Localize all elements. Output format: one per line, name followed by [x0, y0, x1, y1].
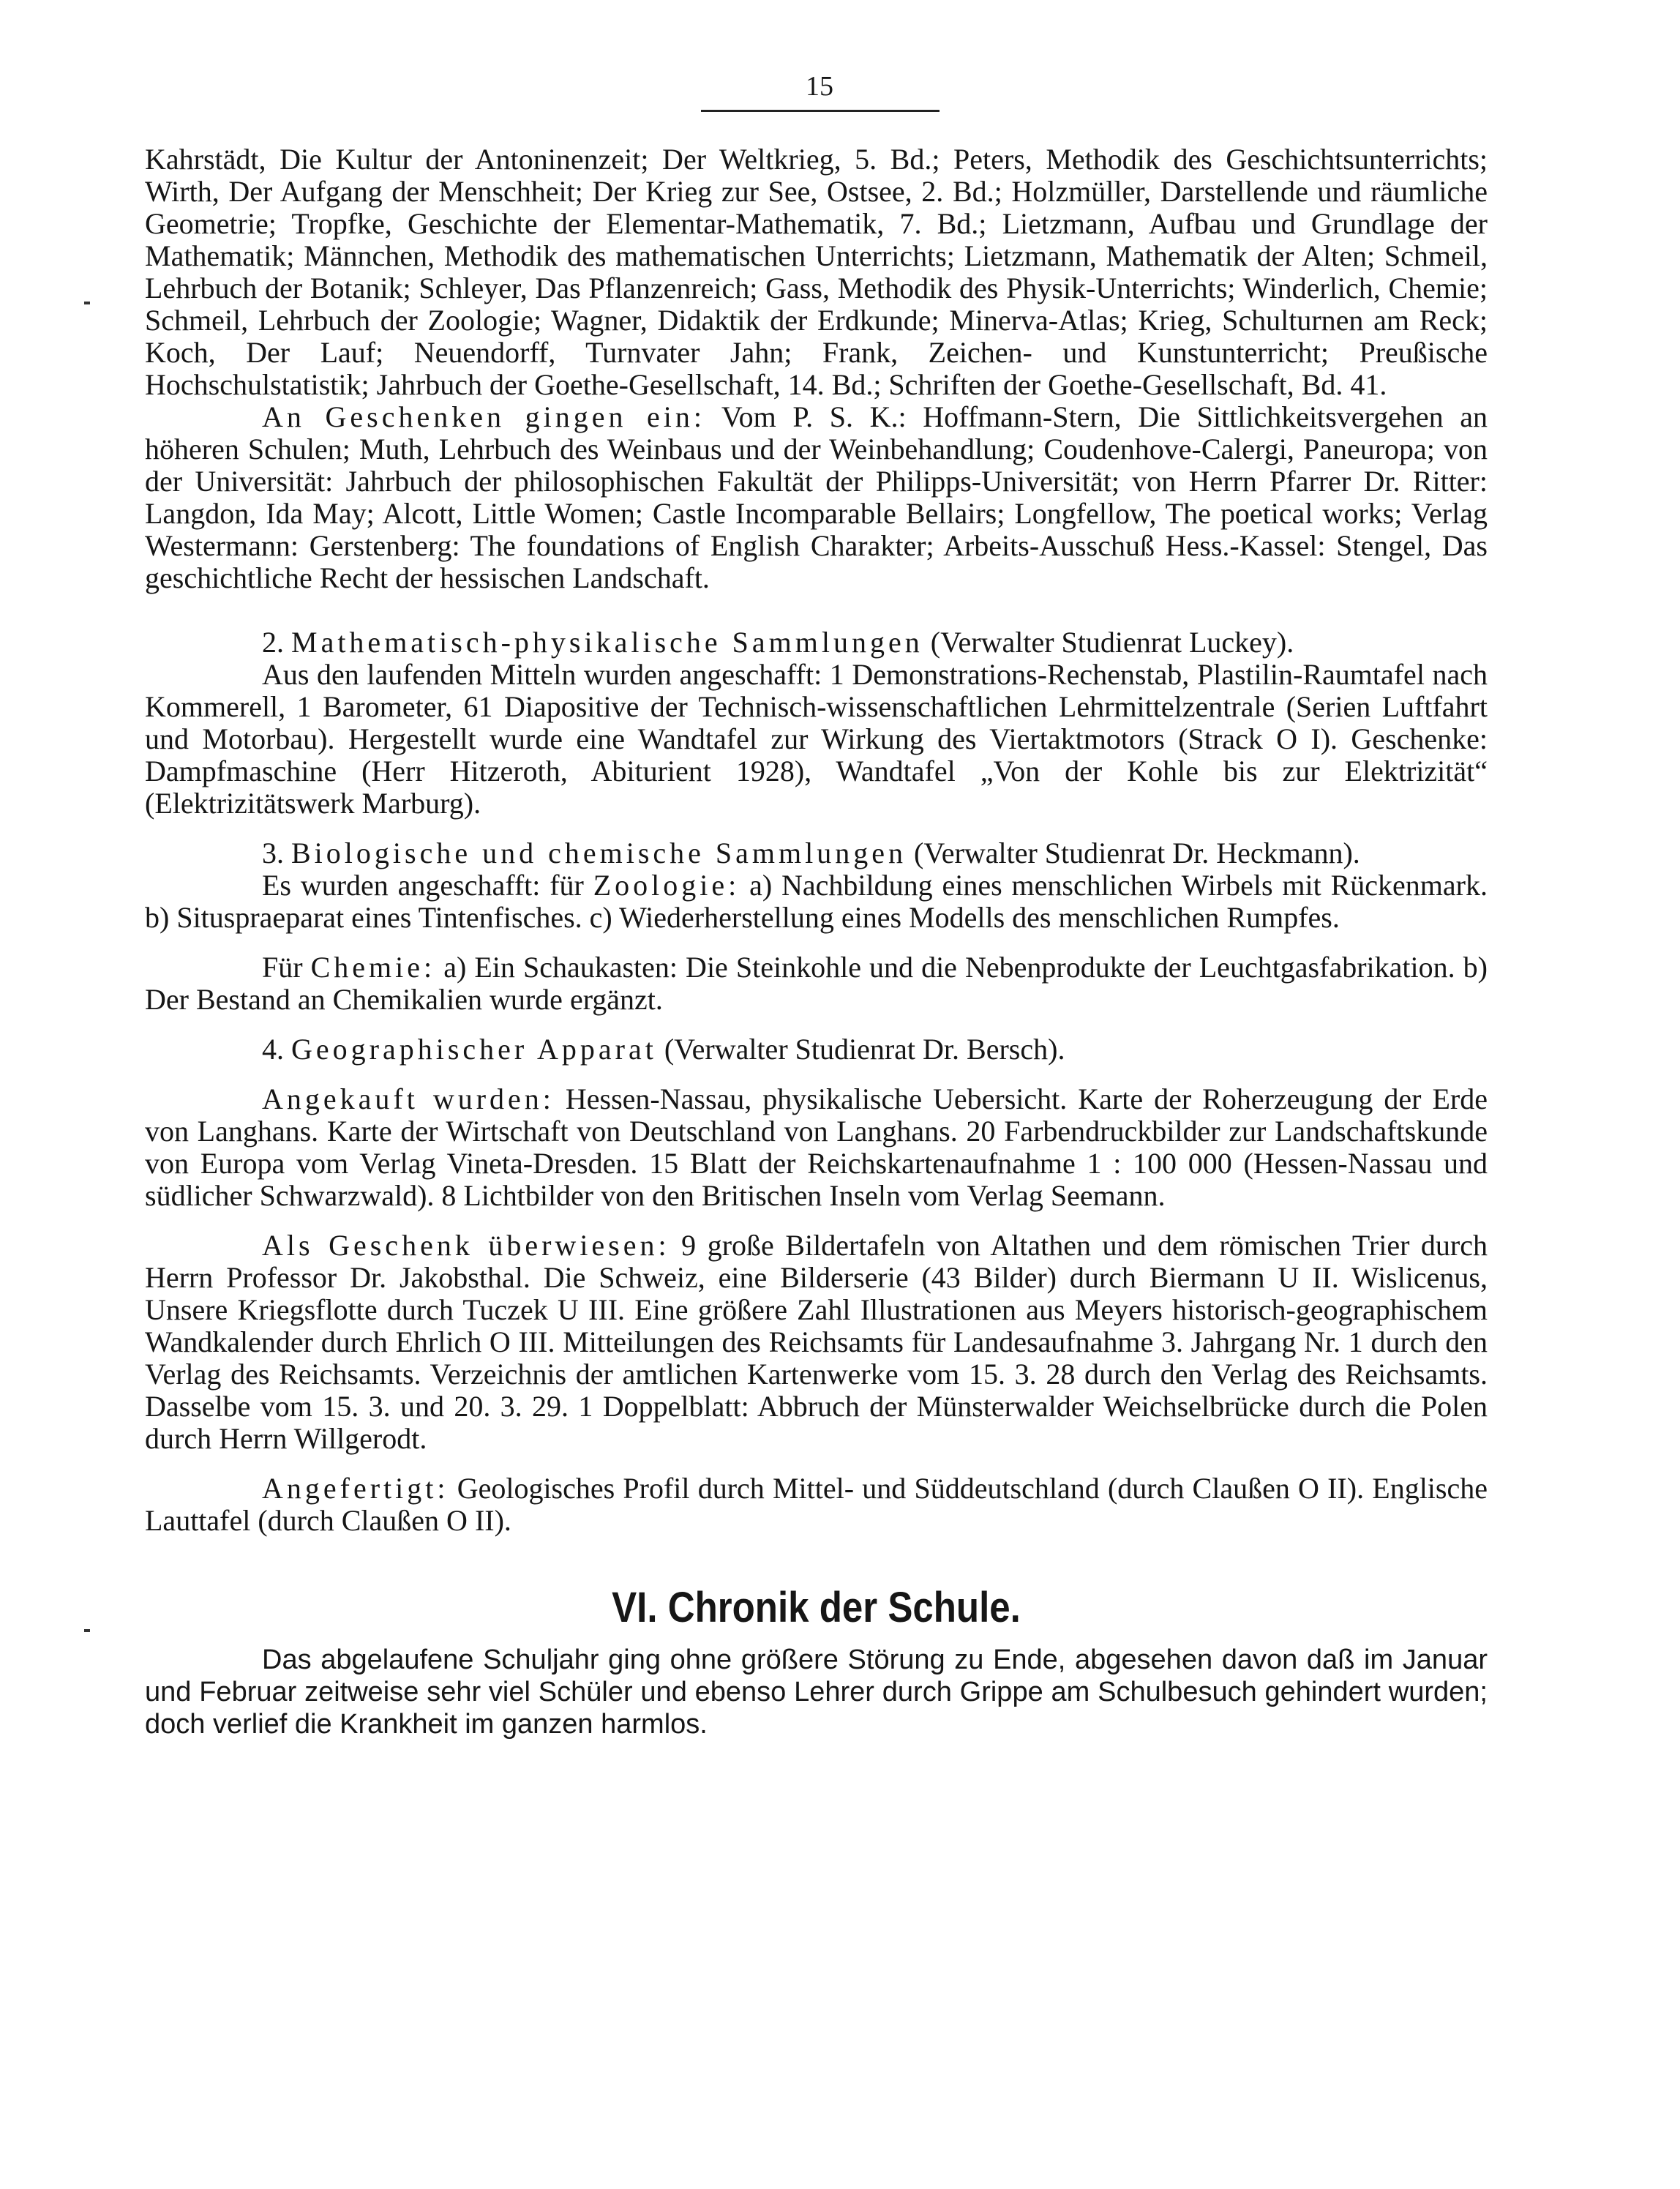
- section-2-admin: (Verwalter Studienrat Luckey).: [923, 626, 1294, 659]
- gifts-lead: An Geschenken gingen ein:: [262, 400, 706, 433]
- section-2-number: 2.: [262, 626, 284, 659]
- purchased-paragraph: [145, 1083, 1488, 1212]
- margin-mark: [84, 1629, 90, 1632]
- section-3-heading: [145, 837, 1488, 869]
- donated-text: 9 große Bildertafeln von Altathen und dem römischen Trier durch Herrn Professor Dr. Jakobsthal. Die Schweiz, eine Bilderserie (43 Bilder) durch Biermann U II. Wislicenus, Unsere Kriegsflotte durch Tuczek U III. Eine größere Zahl Illustrationen aus Meyers historisch-geographischem Wandkalender durch Ehrlich O III. Mitteilungen des Reichsamts für Landesaufnahme 3. Jahrgang Nr. 1 durch den Verlag des Reichsamts. Verzeichnis der amtlichen Kartenwerke vom 15. 3. 28 durch den Verlag des Reichsamts. Dasselbe vom 15. 3. und 20. 3. 29. 1 Doppelblatt: Abbruch der Münsterwalder Weichselbrücke durch die Polen durch Herrn Willgerodt.: [145, 1229, 1488, 1455]
- chemistry-label: Chemie:: [310, 951, 436, 984]
- chronicle-paragraph: Das abgelaufene Schuljahr ging ohne größere Störung zu Ende, abgesehen davon daß im Januar und Februar zeitweise sehr viel Schüler und ebenso Lehrer durch Grippe am Schulbesuch gehindert wurden; doch verlief die Krankheit im ganzen harmlos.: [145, 1644, 1488, 1740]
- zoology-label: Zoologie:: [593, 869, 740, 902]
- section-3-number: 3.: [262, 837, 284, 869]
- zoology-paragraph: [145, 869, 1488, 934]
- chemistry-text: a) Ein Schaukasten: Die Steinkohle und die Nebenprodukte der Leuchtgasfabrikation. b) Der Bestand an Chemikalien wurde ergänzt.: [145, 951, 1488, 1016]
- page-number: 15: [806, 71, 833, 102]
- zoology-intro: Es wurden angeschafft: für: [262, 869, 593, 902]
- section-4-title: Geographischer Apparat: [291, 1033, 657, 1066]
- made-text: Geologisches Profil durch Mittel- und Süddeutschland (durch Claußen O II). Englische Lauttafel (durch Claußen O II).: [145, 1472, 1488, 1537]
- donated-lead: Als Geschenk überwiesen:: [262, 1229, 670, 1262]
- header-rule: [701, 110, 940, 112]
- section-3-title: Biologische und chemische Sammlungen: [291, 837, 907, 869]
- section-2-title: Mathematisch-physikalische Sammlungen: [291, 626, 923, 659]
- section-2-paragraph: Aus den laufenden Mitteln wurden angeschafft: 1 Demonstrations-Rechenstab, Plastilin-Raumtafel nach Kommerell, 1 Barometer, 61 Diapositive der Technisch-wissenschaftlichen Lehrmittelzentrale (Serien Luftfahrt und Motorbau). Hergestellt wurde eine Wandtafel zur Wirkung des Viertaktmotors (Strack O I). Geschenke: Dampfmaschine (Herr Hitzeroth, Abiturient 1928), Wandtafel „Von der Kohle bis zur Elektrizität“ (Elektrizitätswerk Marburg).: [145, 658, 1488, 820]
- purchased-text: Hessen-Nassau, physikalische Uebersicht. Karte der Roherzeugung der Erde von Langhans. Karte der Wirtschaft von Deutschland von Langhans. 20 Farbendruckbilder zur Landschaftskunde von Europa vom Verlag Vineta-Dresden. 15 Blatt der Reichskartenaufnahme 1 : 100 000 (Hessen-Nassau und südlicher Schwarzwald). 8 Lichtbilder von den Britischen Inseln vom Verlag Seemann.: [145, 1082, 1488, 1212]
- made-lead: Angefertigt:: [262, 1472, 449, 1505]
- section-4-number: 4.: [262, 1033, 284, 1066]
- chapter-heading: VI. Chronik der Schule.: [612, 1584, 1021, 1631]
- section-4-admin: (Verwalter Studienrat Dr. Bersch).: [656, 1033, 1065, 1066]
- gifts-paragraph: [145, 401, 1488, 594]
- section-2-heading: [145, 626, 1488, 659]
- purchased-lead: Angekauft wurden:: [262, 1082, 555, 1115]
- zoology-text: a) Nachbildung eines menschlichen Wirbels mit Rückenmark. b) Situspraeparat eines Tintenfisches. c) Wiederherstellung eines Modells des menschlichen Rumpfes.: [145, 869, 1488, 934]
- chemistry-paragraph: [145, 951, 1488, 1016]
- section-4-heading: [145, 1033, 1488, 1066]
- made-paragraph: [145, 1473, 1488, 1537]
- book-list-paragraph: Kahrstädt, Die Kultur der Antoninenzeit; Der Weltkrieg, 5. Bd.; Peters, Methodik des Geschichtsunterrichts; Wirth, Der Aufgang der Menschheit; Der Krieg zur See, Ostsee, 2. Bd.; Holzmüller, Darstellende und räumliche Geometrie; Tropfke, Geschichte der Elementar-Mathematik, 7. Bd.; Lietzmann, Aufbau und Grundlage der Mathematik; Männchen, Methodik des mathematischen Unterrichts; Lietzmann, Mathematik der Alten; Schmeil, Lehrbuch der Botanik; Schleyer, Das Pflanzenreich; Gass, Methodik des Physik-Unterrichts; Winderlich, Chemie; Schmeil, Lehrbuch der Zoologie; Wagner, Didaktik der Erdkunde; Minerva-Atlas; Krieg, Schulturnen am Reck; Koch, Der Lauf; Neuendorff, Turnvater Jahn; Frank, Zeichen- und Kunstunterricht; Preußische Hochschulstatistik; Jahrbuch der Goethe-Gesellschaft, 14. Bd.; Schriften der Goethe-Gesellschaft, Bd. 41.: [145, 143, 1488, 401]
- margin-mark: [84, 302, 90, 304]
- gifts-text: Vom P. S. K.: Hoffmann-Stern, Die Sittlichkeitsvergehen an höheren Schulen; Muth, Lehrbuch des Weinbaus und der Weinbehandlung; Coudenhove-Calergi, Paneuropa; von der Universität: Jahrbuch der philosophischen Fakultät der Philipps-Universität; von Herrn Pfarrer Dr. Ritter: Langdon, Ida May; Alcott, Little Women; Castle Incomparable Bellairs; Longfellow, The poetical works; Verlag Westermann: Gerstenberg: The foundations of English Charakter; Arbeits-Ausschuß Hess.-Kassel: Stengel, Das geschichtliche Recht der hessischen Landschaft.: [145, 400, 1488, 594]
- chemistry-intro: Für: [262, 951, 311, 984]
- donated-paragraph: [145, 1230, 1488, 1455]
- page-content: [145, 143, 1488, 1740]
- section-3-admin: (Verwalter Studienrat Dr. Heckmann).: [907, 837, 1360, 869]
